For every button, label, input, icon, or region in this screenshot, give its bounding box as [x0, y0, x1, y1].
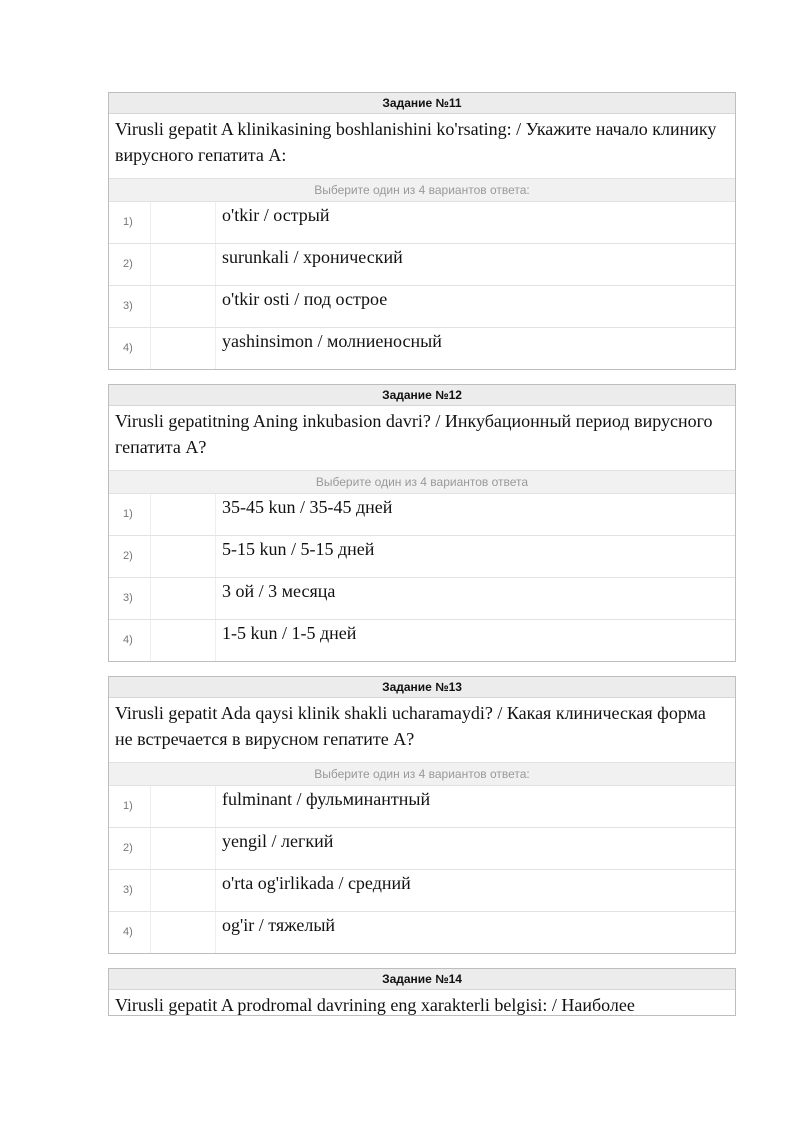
answer-hint: Выберите один из 4 вариантов ответа: [109, 762, 735, 785]
question-text: Virusli gepatit A prodromal davrining eng xarakterli belgisi: / Наиболее [115, 995, 635, 1015]
question-text: Virusli gepatitning Aning inkubasion davri? / Инкубационный период вирусного гепатита А? [115, 411, 713, 457]
option-number: 2) [109, 828, 151, 869]
option-selector-cell[interactable] [151, 870, 216, 911]
task-title: Задание №14 [109, 969, 735, 990]
answer-option-1[interactable] [109, 201, 735, 243]
option-number: 4) [109, 620, 151, 661]
option-text: yashinsimon / молниеносный [222, 331, 442, 351]
task-title: Задание №11 [109, 93, 735, 114]
option-selector-cell[interactable] [151, 494, 216, 535]
task-card-14 [108, 968, 736, 1016]
option-text: o'tkir osti / под острое [222, 289, 388, 309]
option-text: 35-45 kun / 35-45 дней [222, 497, 393, 517]
task-card-13 [108, 676, 736, 954]
option-selector-cell[interactable] [151, 244, 216, 285]
option-number: 1) [109, 786, 151, 827]
answer-option-2[interactable] [109, 535, 735, 577]
answer-option-3[interactable] [109, 577, 735, 619]
option-selector-cell[interactable] [151, 828, 216, 869]
option-text: yengil / легкий [222, 831, 334, 851]
answer-option-2[interactable] [109, 243, 735, 285]
option-selector-cell[interactable] [151, 536, 216, 577]
option-selector-cell[interactable] [151, 620, 216, 661]
answer-option-1[interactable] [109, 493, 735, 535]
task-card-12 [108, 384, 736, 662]
answer-hint: Выберите один из 4 вариантов ответа [109, 470, 735, 493]
question-text: Virusli gepatit A klinikasining boshlanishini ko'rsating: / Укажите начало клинику вирусного гепатита А: [115, 119, 717, 165]
answer-option-3[interactable] [109, 285, 735, 327]
answer-hint: Выберите один из 4 вариантов ответа: [109, 178, 735, 201]
option-selector-cell[interactable] [151, 786, 216, 827]
answer-option-4[interactable] [109, 619, 735, 661]
option-selector-cell[interactable] [151, 202, 216, 243]
option-text: 1-5 kun / 1-5 дней [222, 623, 357, 643]
option-number: 1) [109, 494, 151, 535]
option-selector-cell[interactable] [151, 328, 216, 369]
option-text: o'tkir / острый [222, 205, 330, 225]
answer-option-4[interactable] [109, 911, 735, 953]
option-text: 3 ой / 3 месяца [222, 581, 336, 601]
option-number: 3) [109, 870, 151, 911]
task-card-11 [108, 92, 736, 370]
answer-option-3[interactable] [109, 869, 735, 911]
option-number: 4) [109, 328, 151, 369]
option-number: 2) [109, 536, 151, 577]
option-text: 5-15 kun / 5-15 дней [222, 539, 375, 559]
question-text: Virusli gepatit Ada qaysi klinik shakli ucharamaydi? / Какая клиническая форма не встречается в вирусном гепатите А? [115, 703, 706, 749]
option-number: 3) [109, 578, 151, 619]
option-number: 2) [109, 244, 151, 285]
option-text: fulminant / фульминантный [222, 789, 431, 809]
answer-option-1[interactable] [109, 785, 735, 827]
option-text: og'ir / тяжелый [222, 915, 336, 935]
answer-option-4[interactable] [109, 327, 735, 369]
answer-option-2[interactable] [109, 827, 735, 869]
option-number: 3) [109, 286, 151, 327]
option-number: 4) [109, 912, 151, 953]
option-number: 1) [109, 202, 151, 243]
option-text: surunkali / хронический [222, 247, 403, 267]
task-title: Задание №13 [109, 677, 735, 698]
option-text: o'rta og'irlikada / средний [222, 873, 411, 893]
option-selector-cell[interactable] [151, 912, 216, 953]
option-selector-cell[interactable] [151, 286, 216, 327]
task-title: Задание №12 [109, 385, 735, 406]
option-selector-cell[interactable] [151, 578, 216, 619]
